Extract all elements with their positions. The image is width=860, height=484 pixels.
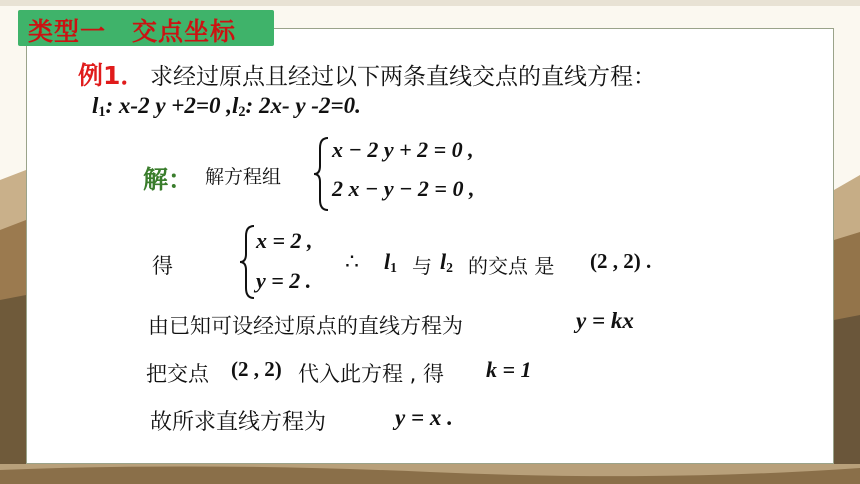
final-equation: y = x . bbox=[395, 405, 453, 430]
conclusion-text: 故所求直线方程为 bbox=[150, 410, 327, 435]
given-lines bbox=[92, 93, 361, 121]
and-text: 与 bbox=[412, 254, 432, 278]
system-equation-1: x − 2 y + 2 = 0 , bbox=[332, 137, 474, 162]
result-y: y = 2 . bbox=[256, 268, 312, 293]
intersection-l2-symbol: l bbox=[440, 249, 447, 274]
l2-symbol: l bbox=[232, 93, 239, 118]
system-brace bbox=[312, 136, 330, 212]
intersection-text: 的交点 是 bbox=[468, 254, 555, 278]
intersection-l1 bbox=[384, 249, 397, 276]
system-intro: 解方程组 bbox=[205, 166, 282, 188]
example-label: 例1． bbox=[78, 61, 146, 90]
l1-symbol: l bbox=[92, 93, 99, 118]
intersection-l1-subscript: 1 bbox=[390, 260, 397, 275]
l2-subscript: 2 bbox=[238, 104, 246, 120]
l2-equation: : 2x- y -2=0. bbox=[245, 93, 361, 118]
assume-line-text: 由已知可设经过原点的直线方程为 bbox=[148, 314, 463, 338]
assume-line-equation: y = kx bbox=[576, 308, 634, 333]
solution-label: 解： bbox=[143, 165, 194, 194]
example-question: 求经过原点且经过以下两条直线交点的直线方程： bbox=[150, 64, 656, 90]
k-value: k = 1 bbox=[486, 357, 532, 382]
substitute-prefix: 把交点 bbox=[146, 362, 209, 386]
result-x: x = 2 , bbox=[256, 228, 313, 253]
badge-text: 类型一 交点坐标 bbox=[28, 17, 237, 46]
intersection-l1-symbol: l bbox=[384, 249, 391, 274]
therefore-symbol: ∴ bbox=[345, 250, 359, 275]
substitute-point: (2 , 2) bbox=[231, 357, 282, 381]
l1-equation: : x-2 y +2=0 , bbox=[105, 93, 233, 118]
substitute-middle: 代入此方程 , 得 bbox=[298, 362, 445, 386]
get-label: 得 bbox=[152, 254, 173, 278]
result-brace bbox=[238, 224, 256, 300]
system-equation-2: 2 x − y − 2 = 0 , bbox=[332, 176, 475, 201]
category-badge bbox=[18, 10, 274, 46]
l1-subscript: 1 bbox=[98, 104, 106, 120]
intersection-point: (2 , 2) . bbox=[590, 249, 652, 273]
intersection-l2 bbox=[440, 249, 453, 276]
intersection-l2-subscript: 2 bbox=[446, 260, 453, 275]
